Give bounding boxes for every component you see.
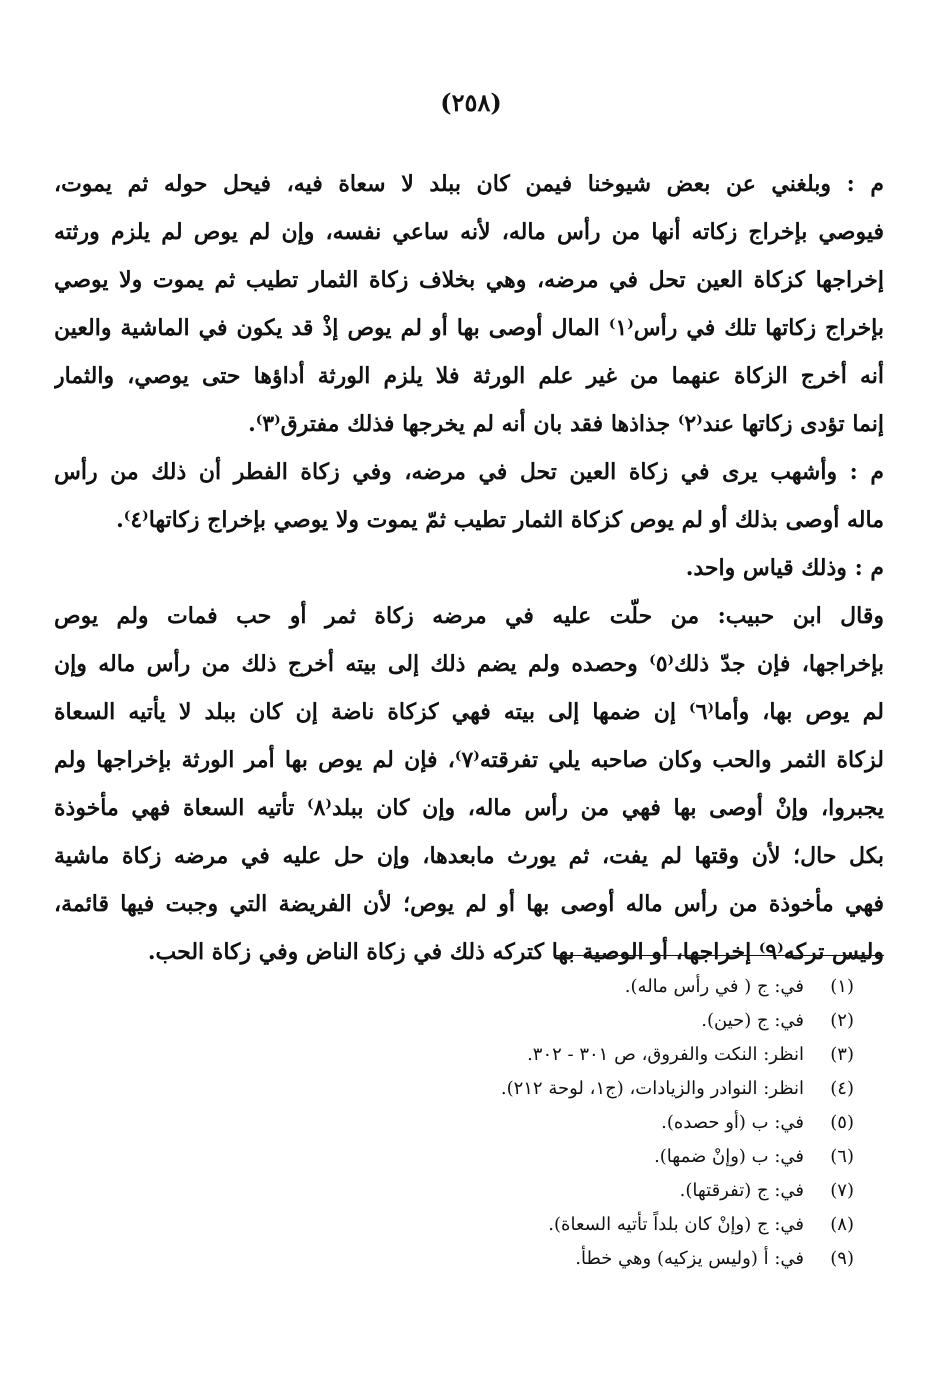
- footnote-text: في: ج (تفرقتها).: [679, 1180, 804, 1201]
- text-line: يجبروا، وإنْ أوصى بها فهي من رأس ماله، وإن كان ببلد⁽٨⁾ تأتيه السعاة فهي مأخوذة: [54, 795, 884, 821]
- footnote-text: انظر: النوادر والزيادات، (ج١، لوحة ٢١٢).: [500, 1078, 804, 1099]
- footnote-number: (٦): [830, 1146, 854, 1167]
- footnote-separator: [554, 955, 884, 956]
- text-line: ماله أوصى بذلك أو لم يوص كزكاة الثمار تطيب ثمّ يموت ولا يوصي بإخراج زكاتها⁽٤⁾.: [116, 507, 884, 533]
- footnote: [134, 1004, 854, 1038]
- page-number: (٢٥٨): [440, 88, 502, 117]
- text-line: م : وأشهب يرى في زكاة العين تحل في مرضه، وفي زكاة الفطر أن ذلك من رأس: [54, 459, 884, 485]
- text-line: م : وذلك قياس واحد.: [685, 555, 884, 581]
- footnote-text: في: أ (وليس يزكيه) وهي خطأ.: [575, 1248, 804, 1269]
- text-line: لم يوص بها، وأما⁽٦⁾ إن ضمها إلى بيته فهي كزكاة ناضة إن كان ببلد لا يأتيه السعاة: [54, 699, 884, 725]
- text-line: لزكاة الثمر والحب وكان صاحبه يلي تفرقته⁽٧⁾، فإن لم يوص بها أمر الورثة بإخراجها ولم: [54, 747, 884, 773]
- text-line: وليس تركه⁽٩⁾ إخراجها، أو الوصية بها كتركه ذلك في زكاة الناض وفي زكاة الحب.: [147, 939, 884, 965]
- text-line: بكل حال؛ لأن وقتها لم يفت، ثم يورث مابعدها، وإن حل عليه في مرضه زكاة ماشية: [54, 843, 884, 869]
- footnote-text: في: ج ( في رأس ماله).: [624, 976, 804, 997]
- footnote-number: (٥): [830, 1112, 854, 1133]
- footnote-number: (١): [830, 976, 854, 997]
- text-line: فيوصي بإخراج زكاته أنها من رأس ماله، لأنه ساعي نفسه، وإن لم يوص لم يلزم ورثته: [54, 219, 884, 245]
- footnote: [134, 1208, 854, 1242]
- text-line: بإخراجها، فإن جدّ ذلك⁽٥⁾ وحصده ولم يضم ذلك إلى بيته أخرج ذلك من رأس ماله وإن: [54, 651, 884, 677]
- footnote-number: (٧): [830, 1180, 854, 1201]
- footnote-text: في: ب (أو حصده).: [661, 1112, 804, 1133]
- footnote-text: في: ب (وإنْ ضمها).: [654, 1146, 804, 1167]
- footnote: [134, 1038, 854, 1072]
- footnote-number: (٨): [830, 1214, 854, 1235]
- text-line: بإخراج زكاتها تلك في رأس⁽١⁾ المال أوصى بها أو لم يوص إذْ قد يكون في الماشية والعين: [54, 315, 884, 341]
- footnote: [134, 970, 854, 1004]
- footnote: [134, 1140, 854, 1174]
- text-line: وقال ابن حبيب: من حلّت عليه في مرضه زكاة ثمر أو حب فمات ولم يوص: [54, 603, 884, 629]
- footnote: [134, 1174, 854, 1208]
- footnote-number: (٣): [830, 1044, 854, 1065]
- text-line: أنه أخرج الزكاة عنهما من غير علم الورثة فلا يلزم الورثة أداؤها حتى يوصي، والثمار: [54, 363, 884, 389]
- text-line: فهي مأخوذة من رأس ماله أوصى بها أو لم يوص؛ لأن الفريضة التي وجبت فيها قائمة،: [54, 891, 884, 917]
- footnote-text: في: ج (حين).: [701, 1010, 804, 1031]
- footnote-number: (٢): [830, 1010, 854, 1031]
- text-line: م : وبلغني عن بعض شيوخنا فيمن كان ببلد لا سعاة فيه، فيحل حوله ثم يموت،: [54, 171, 884, 197]
- footnote: [134, 1242, 854, 1276]
- footnote-text: انظر: النكت والفروق، ص ٣٠١ - ٣٠٢.: [527, 1044, 804, 1065]
- footnote-number: (٤): [830, 1078, 854, 1099]
- text-line: إخراجها كزكاة العين تحل في مرضه، وهي بخلاف زكاة الثمار تطيب ثم يموت ولا يوصي: [54, 267, 884, 293]
- text-line: إنما تؤدى زكاتها عند⁽٢⁾ جذاذها فقد بان أنه لم يخرجها فذلك مفترق⁽٣⁾.: [248, 411, 884, 437]
- footnote: [134, 1106, 854, 1140]
- main-text-block: [54, 160, 884, 976]
- footnote-number: (٩): [830, 1248, 854, 1269]
- footnote-text: في: ج (وإنْ كان بلداً تأتيه السعاة).: [548, 1214, 804, 1235]
- footnote: [134, 1072, 854, 1106]
- footnotes-block: [134, 970, 854, 1276]
